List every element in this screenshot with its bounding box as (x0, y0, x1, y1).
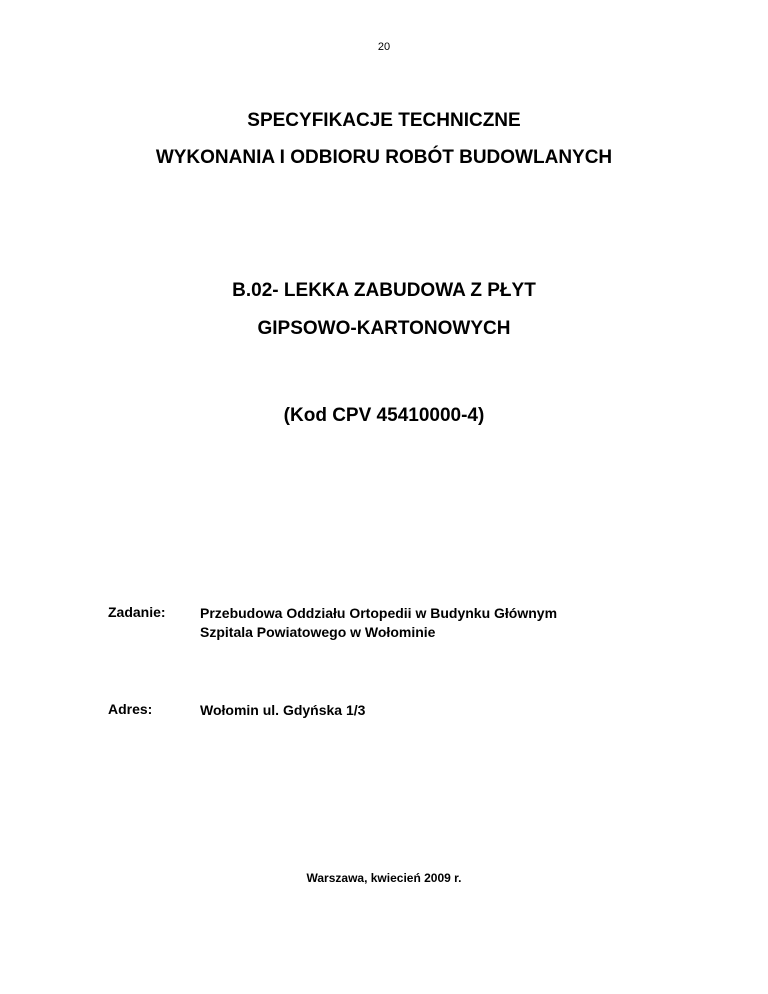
task-line-2: Szpitala Powiatowego w Wołominie (200, 624, 436, 640)
address-label: Adres: (108, 701, 153, 717)
address-value: Wołomin ul. Gdyńska 1/3 (200, 702, 366, 718)
task-value (200, 604, 557, 642)
place-date: Warszawa, kwiecień 2009 r. (306, 871, 462, 885)
title-line-2: WYKONANIA I ODBIORU ROBÓT BUDOWLANYCH (155, 147, 613, 168)
subtitle-line-2: GIPSOWO-KARTONOWYCH (257, 318, 511, 339)
task-label: Zadanie: (108, 604, 166, 620)
title-line-1: SPECYFIKACJE TECHNICZNE (247, 110, 521, 131)
cpv-code: (Kod CPV 45410000-4) (283, 405, 485, 426)
page-number: 20 (377, 41, 391, 53)
subtitle-line-1: B.02- LEKKA ZABUDOWA Z PŁYT (232, 280, 536, 301)
task-line-1: Przebudowa Oddziału Ortopedii w Budynku Głównym (200, 605, 558, 621)
